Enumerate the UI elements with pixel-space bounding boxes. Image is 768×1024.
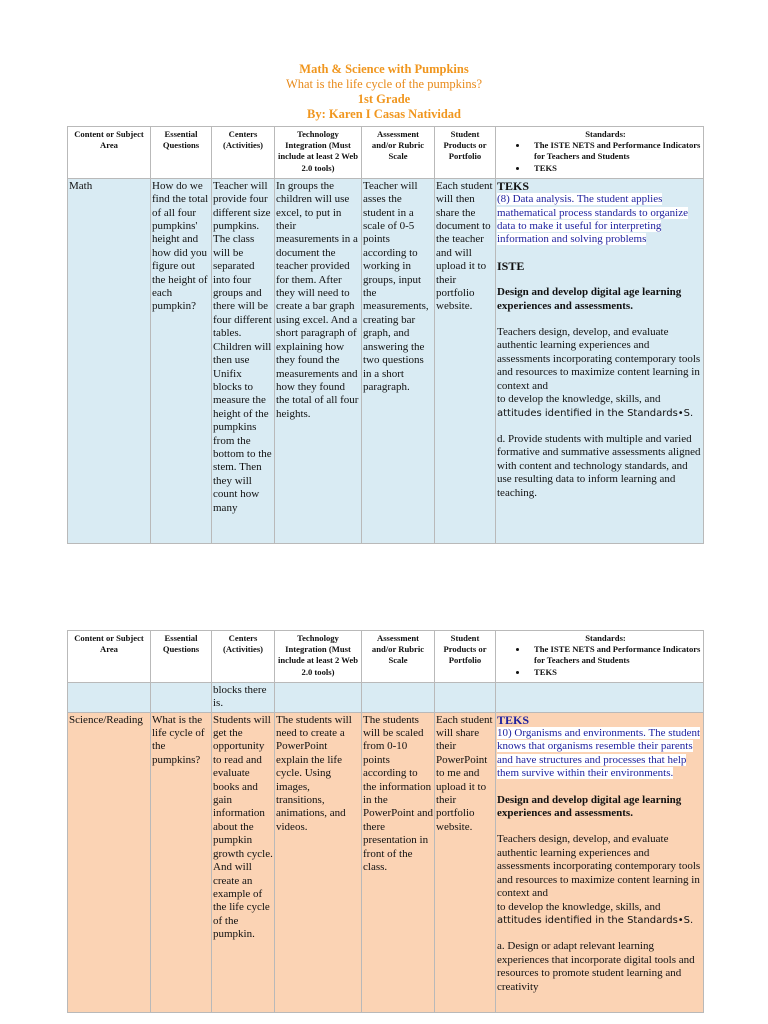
teks-label: TEKS bbox=[497, 712, 530, 727]
iste-indicator-d: d. Provide students with multiple and varied formative and summative assessments aligned with content and technology standards, and use resulting data to inform learning and teaching. bbox=[497, 432, 701, 499]
header-products: Student Products or Portfolio bbox=[435, 631, 496, 683]
document-title bbox=[0, 62, 768, 122]
iste-paragraph-2: to develop the knowledge, skills, and bbox=[497, 900, 661, 913]
header-technology: Technology Integration (Must include at least 2 Web 2.0 tools) bbox=[275, 127, 362, 179]
header-assessment: Assessment and/or Rubric Scale bbox=[362, 631, 435, 683]
science-standards bbox=[496, 712, 704, 1012]
science-centers: Students will get the opportunity to read and evaluate books and gain information about the pumpkin growth cycle. And will create an example of the life cycle of the pumpkin. bbox=[212, 712, 275, 1012]
cont-subject bbox=[68, 682, 151, 712]
cont-products bbox=[435, 682, 496, 712]
math-technology: In groups the children will use excel, to put in their measurements in a document the teacher provided for them. After they will need to create a bar graph using excel. And a short paragraph of explaining how they found the measurements and how they found the total of all four heights. bbox=[275, 178, 362, 543]
cont-centers: blocks there is. bbox=[212, 682, 275, 712]
standards-item: • The ISTE NETS and Performance Indicators for Teachers and Students bbox=[528, 140, 701, 162]
lesson-table-2 bbox=[67, 630, 704, 1013]
science-products: Each student will share their PowerPoint to me and upload it to their portfolio website. bbox=[435, 712, 496, 1012]
math-centers: Teacher will provide four different size pumpkins. The class will be separated into four groups and there will be four different tables. Children will then use Unifix blocks to measure the height of the pumpkins from the bottom to the stem. Then they will count how many bbox=[212, 178, 275, 543]
iste-heading: Design and develop digital age learning experiences and assessments. bbox=[497, 793, 682, 820]
teks-text: (8) Data analysis. The student applies mathematical process standards to organize data to make it useful for interpreting information and solving problems bbox=[497, 193, 689, 246]
science-question: What is the life cycle of the pumpkins? bbox=[151, 712, 212, 1012]
iste-paragraph-3: attitudes identified in the Standards•S. bbox=[497, 914, 694, 926]
header-standards bbox=[496, 631, 704, 683]
header-questions: Essential Questions bbox=[151, 631, 212, 683]
cont-standards bbox=[496, 682, 704, 712]
table-row-science bbox=[68, 712, 704, 1012]
header-content: Content or Subject Area bbox=[68, 127, 151, 179]
standards-list bbox=[510, 140, 701, 174]
iste-paragraph: Teachers design, develop, and evaluate authentic learning experiences and assessments incorporating contemporary tools and resources to maximize content learning in context and bbox=[497, 833, 701, 900]
header-standards bbox=[496, 127, 704, 179]
standards-item: • TEKS bbox=[528, 163, 701, 174]
table-row-math bbox=[68, 178, 704, 543]
lesson-table-1 bbox=[67, 126, 704, 544]
header-centers: Centers (Activities) bbox=[212, 631, 275, 683]
iste-label: ISTE bbox=[497, 258, 525, 273]
header-technology: Technology Integration (Must include at least 2 Web 2.0 tools) bbox=[275, 631, 362, 683]
title-line-4: By: Karen I Casas Natividad bbox=[307, 107, 461, 121]
math-assessment: Teacher will asses the student in a scale of 0-5 points according to working in groups, input the measurements, creating bar graph, and answering the two questions in a short paragraph. bbox=[362, 178, 435, 543]
cont-question bbox=[151, 682, 212, 712]
standards-title: Standards: bbox=[585, 129, 626, 139]
iste-indicator-a: a. Design or adapt relevant learning experiences that incorporate digital tools and resources to promote student learning and creativity bbox=[497, 940, 695, 993]
header-assessment: Assessment and/or Rubric Scale bbox=[362, 127, 435, 179]
header-content: Content or Subject Area bbox=[68, 631, 151, 683]
title-line-1: Math & Science with Pumpkins bbox=[299, 62, 469, 76]
standards-item: • The ISTE NETS and Performance Indicators for Teachers and Students bbox=[528, 644, 701, 666]
iste-heading: Design and develop digital age learning experiences and assessments. bbox=[497, 286, 682, 312]
header-products: Student Products or Portfolio bbox=[435, 127, 496, 179]
teks-text: 10) Organisms and environments. The student knows that organisms resemble their parents and have structures and processes that help them survive within their environments. bbox=[497, 727, 701, 780]
math-products: Each student will then share the document to the teacher and will upload it to their portfolio website. bbox=[435, 178, 496, 543]
table-row-continuation bbox=[68, 682, 704, 712]
science-subject: Science/Reading bbox=[68, 712, 151, 1012]
science-technology: The students will need to create a PowerPoint explain the life cycle. Using images, transitions, animations, and videos. bbox=[275, 712, 362, 1012]
title-line-2: What is the life cycle of the pumpkins? bbox=[285, 77, 483, 91]
cont-technology bbox=[275, 682, 362, 712]
math-subject: Math bbox=[68, 178, 151, 543]
table-header-row bbox=[68, 631, 704, 683]
iste-paragraph: Teachers design, develop, and evaluate authentic learning experiences and assessments incorporating contemporary tools and resources to maximize content learning in context and bbox=[497, 326, 701, 392]
science-assessment: The students will be scaled from 0-10 points according to the information in the PowerPoint and there presentation in front of the class. bbox=[362, 712, 435, 1012]
header-centers: Centers (Activities) bbox=[212, 127, 275, 179]
teks-label: TEKS bbox=[497, 178, 530, 193]
math-question: How do we find the total of all four pumpkins' height and how did you figure out the height of each pumpkin? bbox=[151, 178, 212, 543]
table-header-row bbox=[68, 127, 704, 179]
header-questions: Essential Questions bbox=[151, 127, 212, 179]
cont-assessment bbox=[362, 682, 435, 712]
iste-paragraph-2: to develop the knowledge, skills, and bbox=[497, 393, 661, 406]
math-standards bbox=[496, 178, 704, 543]
iste-paragraph-3: attitudes identified in the Standards•S. bbox=[497, 407, 694, 419]
title-line-3: 1st Grade bbox=[357, 92, 411, 106]
standards-item: • TEKS bbox=[528, 667, 701, 678]
standards-title: Standards: bbox=[585, 633, 626, 643]
standards-list bbox=[510, 644, 701, 678]
